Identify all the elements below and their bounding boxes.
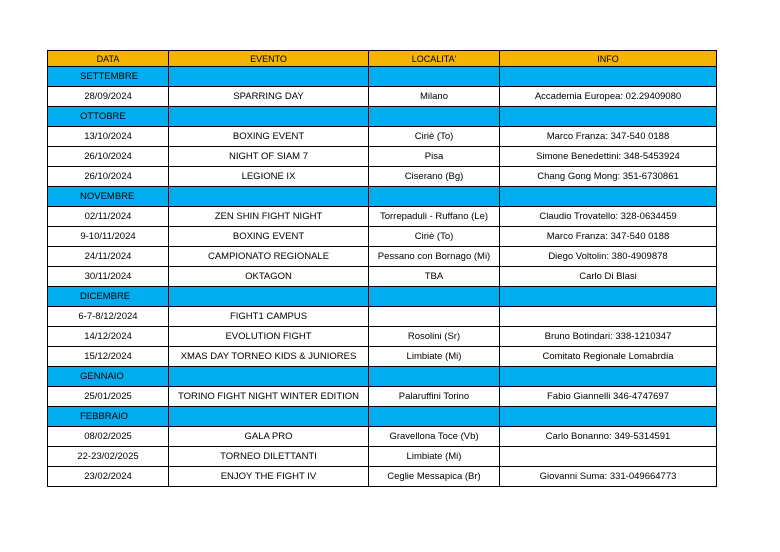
cell-localita: TBA xyxy=(369,267,500,287)
month-label: DICEMBRE xyxy=(48,287,169,307)
month-label: SETTEMBRE xyxy=(48,67,169,87)
month-row-cell xyxy=(369,187,500,207)
cell-localita: Pisa xyxy=(369,147,500,167)
cell-data: 26/10/2024 xyxy=(48,167,169,187)
cell-evento: TORINO FIGHT NIGHT WINTER EDITION xyxy=(169,387,369,407)
month-row-cell xyxy=(500,187,717,207)
cell-info: Accademia Europea: 02.29409080 xyxy=(500,87,717,107)
header-evento: EVENTO xyxy=(169,51,369,67)
month-label: FEBBRAIO xyxy=(48,407,169,427)
cell-info: Marco Franza: 347-540 0188 xyxy=(500,227,717,247)
table-row xyxy=(48,167,717,187)
month-row-cell xyxy=(369,367,500,387)
table-row xyxy=(48,307,717,327)
month-row-cell xyxy=(500,107,717,127)
cell-data: 08/02/2025 xyxy=(48,427,169,447)
cell-evento: SPARRING DAY xyxy=(169,87,369,107)
month-row-cell xyxy=(169,107,369,127)
cell-data: 30/11/2024 xyxy=(48,267,169,287)
month-row xyxy=(48,407,717,427)
cell-data: 23/02/2024 xyxy=(48,467,169,487)
cell-localita: Ceglie Messapica (Br) xyxy=(369,467,500,487)
month-row-cell xyxy=(169,287,369,307)
month-row xyxy=(48,187,717,207)
table-row xyxy=(48,147,717,167)
cell-info: Chang Gong Mong: 351-6730861 xyxy=(500,167,717,187)
cell-evento: BOXING EVENT xyxy=(169,227,369,247)
month-row-cell xyxy=(500,67,717,87)
cell-info: Comitato Regionale Lomabrdia xyxy=(500,347,717,367)
cell-data: 6-7-8/12/2024 xyxy=(48,307,169,327)
cell-localita: Milano xyxy=(369,87,500,107)
cell-info: Diego Voltolin: 380-4909878 xyxy=(500,247,717,267)
cell-localita: Ciriè (To) xyxy=(369,127,500,147)
month-row xyxy=(48,367,717,387)
cell-data: 9-10/11/2024 xyxy=(48,227,169,247)
cell-localita: Palaruffini Torino xyxy=(369,387,500,407)
month-row-cell xyxy=(369,67,500,87)
cell-info: Carlo Bonanno: 349-5314591 xyxy=(500,427,717,447)
cell-data: 22-23/02/2025 xyxy=(48,447,169,467)
cell-info: Bruno Botindari: 338-1210347 xyxy=(500,327,717,347)
cell-localita: Ciserano (Bg) xyxy=(369,167,500,187)
month-row-cell xyxy=(169,67,369,87)
month-row xyxy=(48,287,717,307)
cell-evento: TORNEO DILETTANTI xyxy=(169,447,369,467)
cell-evento: CAMPIONATO REGIONALE xyxy=(169,247,369,267)
cell-evento: EVOLUTION FIGHT xyxy=(169,327,369,347)
table-row xyxy=(48,467,717,487)
month-label: GENNAIO xyxy=(48,367,169,387)
month-label: NOVEMBRE xyxy=(48,187,169,207)
month-row-cell xyxy=(369,107,500,127)
cell-info: Claudio Trovatello: 328-0634459 xyxy=(500,207,717,227)
cell-localita: Limbiate (Mi) xyxy=(369,447,500,467)
month-row-cell xyxy=(369,407,500,427)
table-row xyxy=(48,427,717,447)
table-body xyxy=(48,67,717,487)
month-row xyxy=(48,107,717,127)
month-row-cell xyxy=(500,367,717,387)
cell-evento: LEGIONE IX xyxy=(169,167,369,187)
cell-data: 25/01/2025 xyxy=(48,387,169,407)
month-row-cell xyxy=(169,407,369,427)
month-row-cell xyxy=(169,367,369,387)
cell-localita: Limbiate (Mi) xyxy=(369,347,500,367)
month-row-cell xyxy=(369,287,500,307)
cell-evento: ENJOY THE FIGHT IV xyxy=(169,467,369,487)
header-row xyxy=(48,51,717,67)
cell-localita: Rosolini (Sr) xyxy=(369,327,500,347)
header-localita: LOCALITA' xyxy=(369,51,500,67)
cell-info: Simone Benedettini: 348-5453924 xyxy=(500,147,717,167)
cell-evento: GALA PRO xyxy=(169,427,369,447)
cell-info xyxy=(500,447,717,467)
cell-data: 24/11/2024 xyxy=(48,247,169,267)
cell-info: Fabio Giannelli 346-4747697 xyxy=(500,387,717,407)
cell-data: 13/10/2024 xyxy=(48,127,169,147)
cell-info: Carlo Di Blasi xyxy=(500,267,717,287)
events-table xyxy=(47,50,717,487)
table-row xyxy=(48,87,717,107)
cell-evento: XMAS DAY TORNEO KIDS & JUNIORES xyxy=(169,347,369,367)
cell-data: 14/12/2024 xyxy=(48,327,169,347)
cell-data: 28/09/2024 xyxy=(48,87,169,107)
table-row xyxy=(48,447,717,467)
month-row-cell xyxy=(500,287,717,307)
cell-data: 15/12/2024 xyxy=(48,347,169,367)
table-row xyxy=(48,327,717,347)
month-row xyxy=(48,67,717,87)
table-row xyxy=(48,387,717,407)
table-row xyxy=(48,207,717,227)
month-row-cell xyxy=(169,187,369,207)
cell-evento: NIGHT OF SIAM 7 xyxy=(169,147,369,167)
cell-localita: Ciriè (To) xyxy=(369,227,500,247)
cell-data: 26/10/2024 xyxy=(48,147,169,167)
cell-evento: BOXING EVENT xyxy=(169,127,369,147)
cell-data: 02/11/2024 xyxy=(48,207,169,227)
cell-evento: FIGHT1 CAMPUS xyxy=(169,307,369,327)
table-row xyxy=(48,247,717,267)
table-row xyxy=(48,347,717,367)
cell-info xyxy=(500,307,717,327)
table-row xyxy=(48,227,717,247)
cell-localita: Pessano con Bornago (Mi) xyxy=(369,247,500,267)
month-row-cell xyxy=(500,407,717,427)
table-row xyxy=(48,267,717,287)
table-row xyxy=(48,127,717,147)
cell-evento: OKTAGON xyxy=(169,267,369,287)
cell-localita: Torrepaduli - Ruffano (Le) xyxy=(369,207,500,227)
cell-info: Giovanni Suma: 331-049664773 xyxy=(500,467,717,487)
cell-localita xyxy=(369,307,500,327)
cell-evento: ZEN SHIN FIGHT NIGHT xyxy=(169,207,369,227)
cell-localita: Gravellona Toce (Vb) xyxy=(369,427,500,447)
month-label: OTTOBRE xyxy=(48,107,169,127)
header-info: INFO xyxy=(500,51,717,67)
cell-info: Marco Franza: 347-540 0188 xyxy=(500,127,717,147)
header-data: DATA xyxy=(48,51,169,67)
